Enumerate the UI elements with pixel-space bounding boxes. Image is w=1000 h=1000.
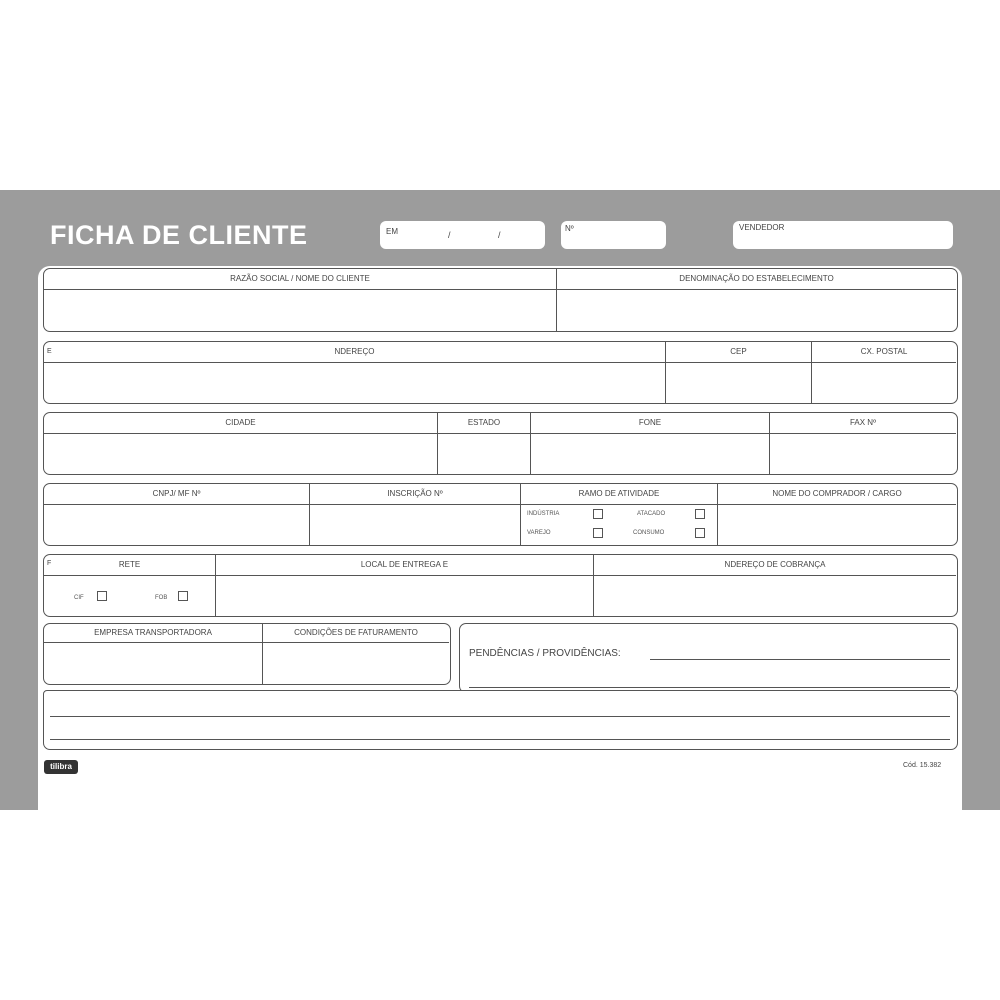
inscricao-label: INSCRIÇÃO Nº: [310, 484, 520, 505]
consumo-checkbox[interactable]: [695, 528, 705, 538]
cidade-label: CIDADE: [44, 413, 437, 434]
fone-field[interactable]: [530, 413, 769, 474]
cif-option-label: CIF: [74, 595, 84, 601]
form-title: FICHA DE CLIENTE: [50, 220, 308, 250]
cx-postal-label: CX. POSTAL: [812, 342, 956, 363]
endereco-cobranca-field[interactable]: [593, 555, 956, 616]
date-separator: /: [498, 230, 501, 240]
transportadora-label: EMPRESA TRANSPORTADORA: [44, 624, 262, 643]
local-entrega-field[interactable]: [215, 555, 593, 616]
date-field[interactable]: [380, 221, 545, 249]
section-notes: [43, 690, 958, 750]
local-entrega-label: LOCAL DE ENTREGA E: [216, 555, 593, 576]
cx-postal-field[interactable]: [811, 342, 956, 403]
condicoes-field[interactable]: [262, 624, 449, 684]
fob-option-label: FOB: [155, 595, 168, 601]
section-transport: [43, 623, 451, 685]
estado-label: ESTADO: [438, 413, 530, 434]
transportadora-field[interactable]: [44, 624, 262, 684]
ramo-atividade-label: RAMO DE ATIVIDADE: [521, 484, 717, 505]
fone-label: FONE: [531, 413, 769, 434]
comprador-field[interactable]: [717, 484, 956, 545]
frete-group: [44, 555, 215, 616]
condicoes-label: CONDIÇÕES DE FATURAMENTO: [263, 624, 449, 643]
section-pending: [459, 623, 958, 693]
section-delivery: [43, 554, 958, 617]
razao-social-field[interactable]: [44, 269, 556, 331]
inscricao-field[interactable]: [309, 484, 520, 545]
brand-logo: tilibra: [44, 760, 78, 774]
cidade-field[interactable]: [44, 413, 437, 474]
atacado-option-label: ATACADO: [637, 511, 666, 517]
fax-label: FAX Nº: [770, 413, 956, 434]
estado-field[interactable]: [437, 413, 530, 474]
consumo-option-label: CONSUMO: [633, 530, 665, 536]
endereco-label: NDEREÇO: [44, 342, 665, 363]
endereco-cobranca-label: NDEREÇO DE COBRANÇA: [594, 555, 956, 576]
notes-line-1[interactable]: [50, 716, 950, 717]
numero-field[interactable]: [561, 221, 666, 249]
vendedor-field[interactable]: [733, 221, 953, 249]
cnpj-label: CNPJ/ MF Nº: [44, 484, 309, 505]
pendencias-line-2[interactable]: [469, 687, 950, 688]
atacado-checkbox[interactable]: [695, 509, 705, 519]
cep-label: CEP: [666, 342, 811, 363]
endereco-field[interactable]: [44, 342, 665, 403]
denominacao-label: DENOMINAÇÃO DO ESTABELECIMENTO: [557, 269, 956, 290]
section-city-contact: [43, 412, 958, 475]
industria-option-label: INDÚSTRIA: [527, 511, 560, 517]
f-marker: F: [47, 560, 52, 567]
client-form-card: [0, 190, 1000, 810]
frete-label: RETE: [44, 555, 215, 576]
varejo-option-label: VAREJO: [527, 530, 551, 536]
cif-checkbox[interactable]: [97, 591, 107, 601]
pendencias-label: PENDÊNCIAS / PROVIDÊNCIAS:: [469, 648, 621, 659]
industria-checkbox[interactable]: [593, 509, 603, 519]
razao-social-label: RAZÃO SOCIAL / NOME DO CLIENTE: [44, 269, 556, 290]
denominacao-field[interactable]: [556, 269, 956, 331]
ramo-atividade-group: [520, 484, 717, 545]
notes-line-2[interactable]: [50, 739, 950, 740]
cnpj-field[interactable]: [44, 484, 309, 545]
fax-field[interactable]: [769, 413, 956, 474]
fob-checkbox[interactable]: [178, 591, 188, 601]
cep-field[interactable]: [665, 342, 811, 403]
varejo-checkbox[interactable]: [593, 528, 603, 538]
vendedor-field-label: VENDEDOR: [739, 223, 785, 232]
product-code: Cód. 15.382: [903, 762, 942, 769]
section-registration: [43, 483, 958, 546]
section-address: [43, 341, 958, 404]
date-separator: /: [448, 230, 451, 240]
e-marker: E: [47, 348, 52, 355]
numero-field-label: Nº: [565, 224, 574, 233]
date-field-label: EM: [386, 227, 398, 236]
section-client-name: [43, 268, 958, 332]
pendencias-line-1[interactable]: [650, 659, 950, 660]
comprador-label: NOME DO COMPRADOR / CARGO: [718, 484, 956, 505]
